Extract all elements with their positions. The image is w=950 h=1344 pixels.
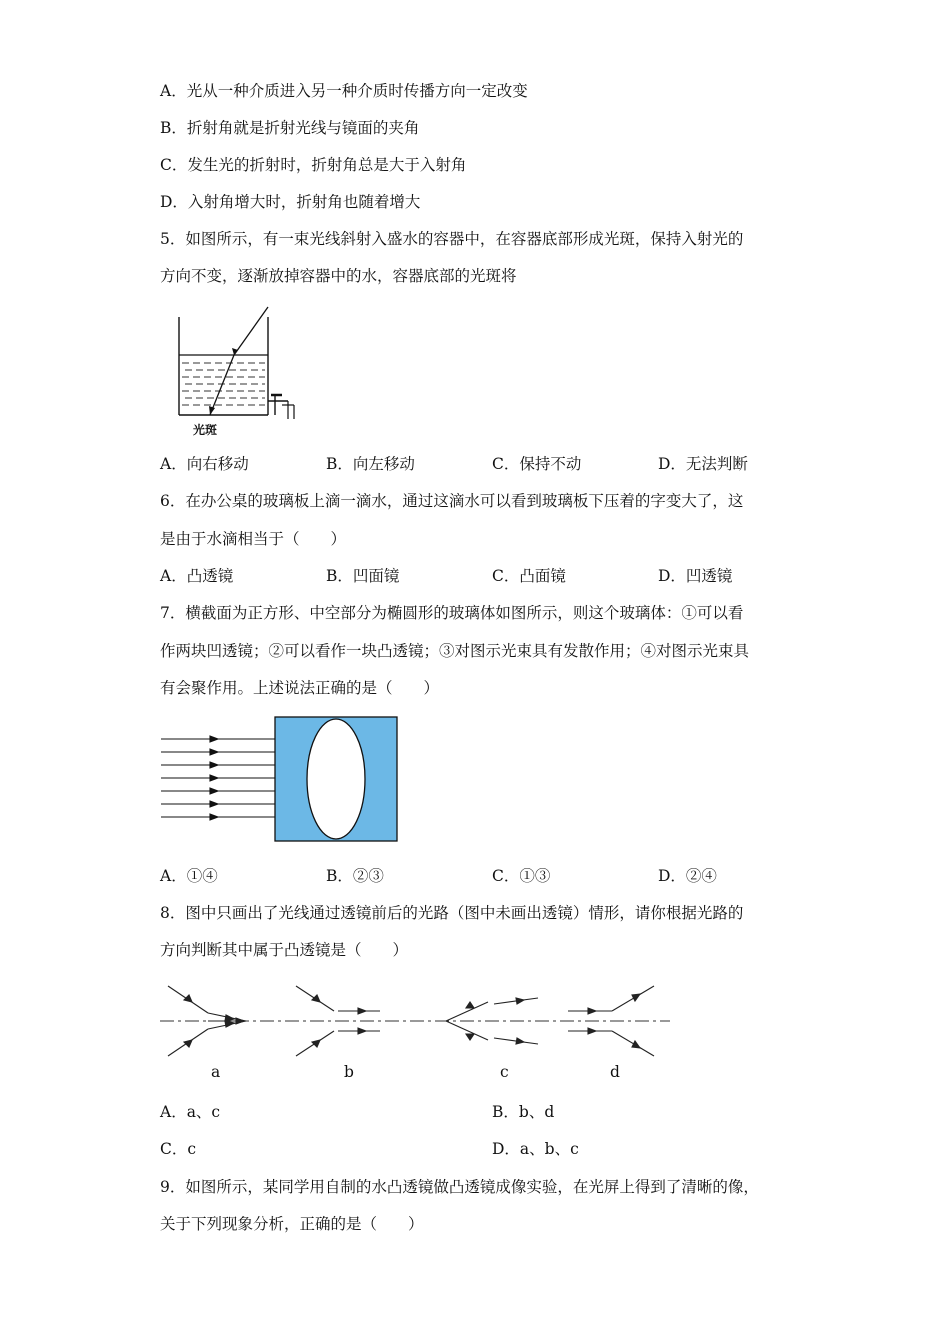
q8-stem-line-2: 方向判断其中属于凸透镜是（ ） <box>160 941 409 959</box>
q8-figure-label-d: d <box>610 1063 620 1081</box>
q8-figure-label-b: b <box>344 1063 354 1081</box>
q8-figure-label-c: c <box>500 1063 509 1081</box>
q9-stem-line-2: 关于下列现象分析，正确的是（ ） <box>160 1215 424 1233</box>
hollow-ellipse <box>307 719 365 839</box>
q8-figure-label-a: a <box>211 1063 221 1081</box>
q5-figure-label: 光斑 <box>193 423 218 437</box>
q6-stem-line-2: 是由于水滴相当于（ ） <box>160 530 347 548</box>
q7-glass-figure <box>158 714 403 844</box>
q8-light-paths-figure <box>156 980 676 1080</box>
q8-stem-line-1: 8．图中只画出了光线通过透镜前后的光路（图中未画出透镜）情形，请你根据光路的 <box>160 904 744 922</box>
q5-container-figure <box>172 305 302 440</box>
q6-option-b: B．凹面镜 <box>326 567 400 585</box>
q5-option-b: B．向左移动 <box>326 455 415 473</box>
q5-option-a: A．向右移动 <box>160 455 249 473</box>
q7-stem-line-1: 7．横截面为正方形、中空部分为椭圆形的玻璃体如图所示，则这个玻璃体：①可以看 <box>160 604 744 622</box>
q4-option-b: B．折射角就是折射光线与镜面的夹角 <box>160 119 420 137</box>
q8-option-d: D．a、b、c <box>492 1140 579 1158</box>
q7-stem-line-3: 有会聚作用。上述说法正确的是（ ） <box>160 679 440 697</box>
q5-option-d: D．无法判断 <box>658 455 748 473</box>
q8-option-a: A．a、c <box>160 1103 221 1121</box>
q4-option-a: A．光从一种介质进入另一种介质时传播方向一定改变 <box>160 82 528 100</box>
q7-option-b: B．②③ <box>326 867 384 885</box>
q8-option-c: C．c <box>160 1140 197 1158</box>
q6-stem-line-1: 6．在办公桌的玻璃板上滴一滴水，通过这滴水可以看到玻璃板下压着的字变大了，这 <box>160 492 744 510</box>
q7-option-d: D．②④ <box>658 867 717 885</box>
q4-option-d: D．入射角增大时，折射角也随着增大 <box>160 193 421 211</box>
q6-option-c: C．凸面镜 <box>492 567 566 585</box>
q5-option-c: C．保持不动 <box>492 455 582 473</box>
q4-option-c: C．发生光的折射时，折射角总是大于入射角 <box>160 156 467 174</box>
q9-stem-line-1: 9．如图所示，某同学用自制的水凸透镜做凸透镜成像实验，在光屏上得到了清晰的像， <box>160 1178 759 1196</box>
q5-stem-line-1: 5．如图所示，有一束光线斜射入盛水的容器中，在容器底部形成光斑，保持入射光的 <box>160 230 744 248</box>
q6-option-a: A．凸透镜 <box>160 567 234 585</box>
q7-option-c: C．①③ <box>492 867 551 885</box>
q7-stem-line-2: 作两块凹透镜；②可以看作一块凸透镜；③对图示光束具有发散作用；④对图示光束具 <box>160 642 750 660</box>
q5-stem-line-2: 方向不变，逐渐放掉容器中的水，容器底部的光斑将 <box>160 267 517 285</box>
q6-option-d: D．凹透镜 <box>658 567 733 585</box>
q8-option-b: B．b、d <box>492 1103 555 1121</box>
q7-option-a: A．①④ <box>160 867 218 885</box>
